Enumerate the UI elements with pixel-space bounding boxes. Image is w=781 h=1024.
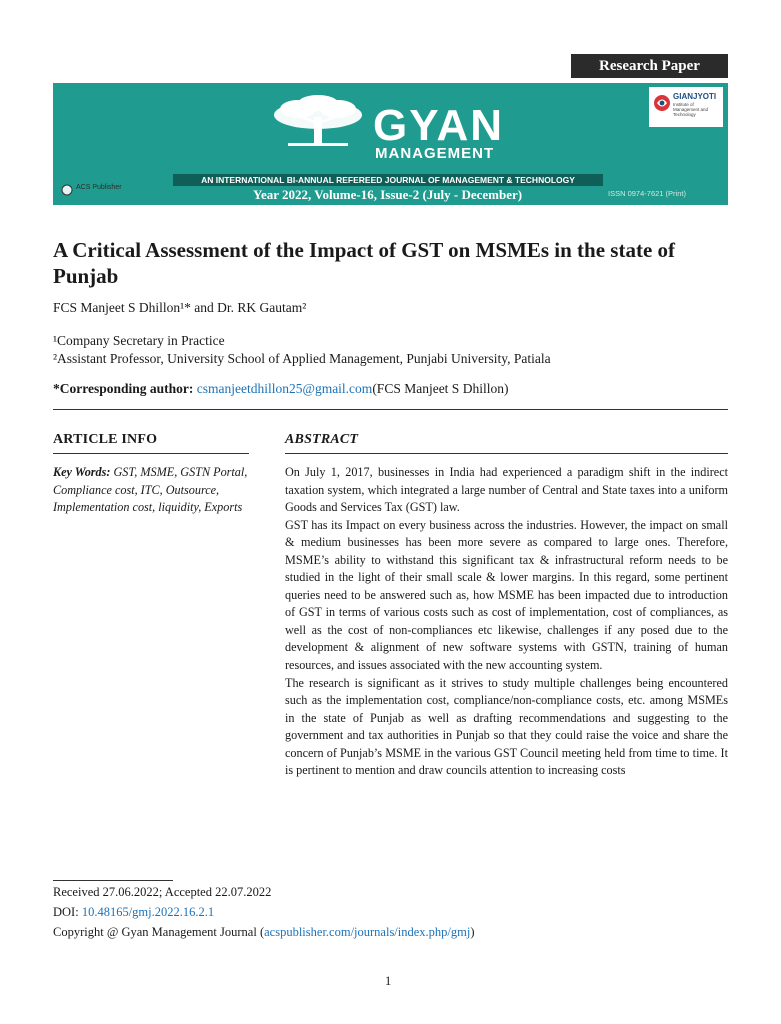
journal-name: GYAN bbox=[373, 101, 505, 150]
article-info-heading: ARTICLE INFO bbox=[53, 432, 158, 447]
abstract-paragraph-1: On July 1, 2017, businesses in India had experienced a paradigm shift in the indirect taxation system, which integrated a large number of Central and State taxes into a uniform Goods and Services Tax (GST) law. bbox=[285, 465, 728, 515]
copyright-line bbox=[53, 925, 475, 940]
publisher-logo bbox=[61, 183, 133, 197]
partner-subtitle: Institute of Management and Technology bbox=[673, 102, 709, 117]
keywords-label: Key Words: bbox=[53, 465, 111, 479]
partner-logo bbox=[649, 87, 723, 127]
keywords-text: GST, MSME, GSTN Portal, Compliance cost, ITC, Outsource, Implementation cost, liquidity, Exports bbox=[53, 465, 248, 515]
copyright-suffix: ) bbox=[470, 925, 475, 939]
page-number: 1 bbox=[385, 974, 392, 988]
copyright-prefix: Copyright @ Gyan Management Journal ( bbox=[53, 925, 265, 939]
corresponding-author bbox=[53, 381, 508, 397]
journal-strip bbox=[173, 174, 603, 186]
publisher-icon bbox=[61, 184, 73, 196]
abstract-body bbox=[285, 464, 728, 780]
publisher-name: ACS Publisher bbox=[76, 184, 122, 191]
corr-email-link[interactable]: csmanjeetdhillon25@gmail.com bbox=[196, 381, 373, 396]
partner-emblem-icon bbox=[652, 93, 672, 113]
article-title: A Critical Assessment of the Impact of GST on MSMEs in the state of Punjab bbox=[53, 238, 676, 288]
affiliation-1: ¹Company Secretary in Practice bbox=[53, 333, 225, 348]
divider bbox=[53, 409, 728, 410]
abstract-paragraph-2: GST has its Impact on every business across the industries. However, the impact on small & medium businesses has been more severe as compared to large ones. Therefore, MSME’s ability to withstand this significant tax & infrastructural reform needs to be studied in the light of their small scale & lower margins. In this regard, some pertinent queries need to be answered such as, how MSME has been impacted due to introduction of GST in terms of various costs such as cost of implementation, cost of compliances, as well as the cost of non-compliances etc likewise, challenges if any posed due to the development & alignment of new software systems with GSTN, training of human resources, and issues associated with the new accounting system. bbox=[285, 517, 728, 673]
abstract-paragraph-3: The research is significant as it strives to study multiple challenges being encountered such as the implementation cost, compliance/non-compliance costs, etc. among MSMEs in the state of Punjab as well as drafting recommendations and suggesting to the government and tax authorities in Punjab so that they could raise the voice and share the concern of Punjab’s MSME in the various GST Council meeting held from time to time. It is pertinent to mention and draw councils attention to increasing costs bbox=[285, 675, 728, 778]
abstract-heading: ABSTRACT bbox=[285, 432, 359, 447]
partner-name: GIANJYOTI bbox=[673, 92, 717, 101]
article-info-rule bbox=[53, 453, 249, 454]
tree-logo-icon bbox=[268, 93, 368, 155]
keywords bbox=[53, 464, 253, 517]
corr-name: (FCS Manjeet S Dhillon) bbox=[372, 381, 509, 396]
article-type-tag: Research Paper bbox=[571, 54, 728, 78]
abstract-rule bbox=[285, 453, 728, 454]
journal-subtitle: MANAGEMENT bbox=[375, 145, 495, 162]
journal-url-link[interactable]: acspublisher.com/journals/index.php/gmj bbox=[264, 925, 471, 939]
footnote-rule bbox=[53, 880, 173, 881]
journal-strip-text: AN INTERNATIONAL BI-ANNUAL REFEREED JOURNAL OF MANAGEMENT & TECHNOLOGY bbox=[201, 175, 575, 185]
received-dates: Received 27.06.2022; Accepted 22.07.2022 bbox=[53, 885, 272, 899]
issue-line: Year 2022, Volume-16, Issue-2 (July - December) bbox=[253, 187, 523, 202]
journal-banner bbox=[53, 83, 728, 205]
corr-label: *Corresponding author: bbox=[53, 381, 194, 396]
doi-line bbox=[53, 905, 214, 920]
doi-label: DOI: bbox=[53, 905, 79, 919]
authors: FCS Manjeet S Dhillon¹* and Dr. RK Gautam² bbox=[53, 300, 307, 315]
affiliation-2: ²Assistant Professor, University School of Applied Management, Punjabi University, Patiala bbox=[53, 351, 551, 366]
issn: ISSN 0974-7621 (Print) bbox=[608, 189, 686, 198]
doi-link[interactable]: 10.48165/gmj.2022.16.2.1 bbox=[81, 905, 215, 919]
